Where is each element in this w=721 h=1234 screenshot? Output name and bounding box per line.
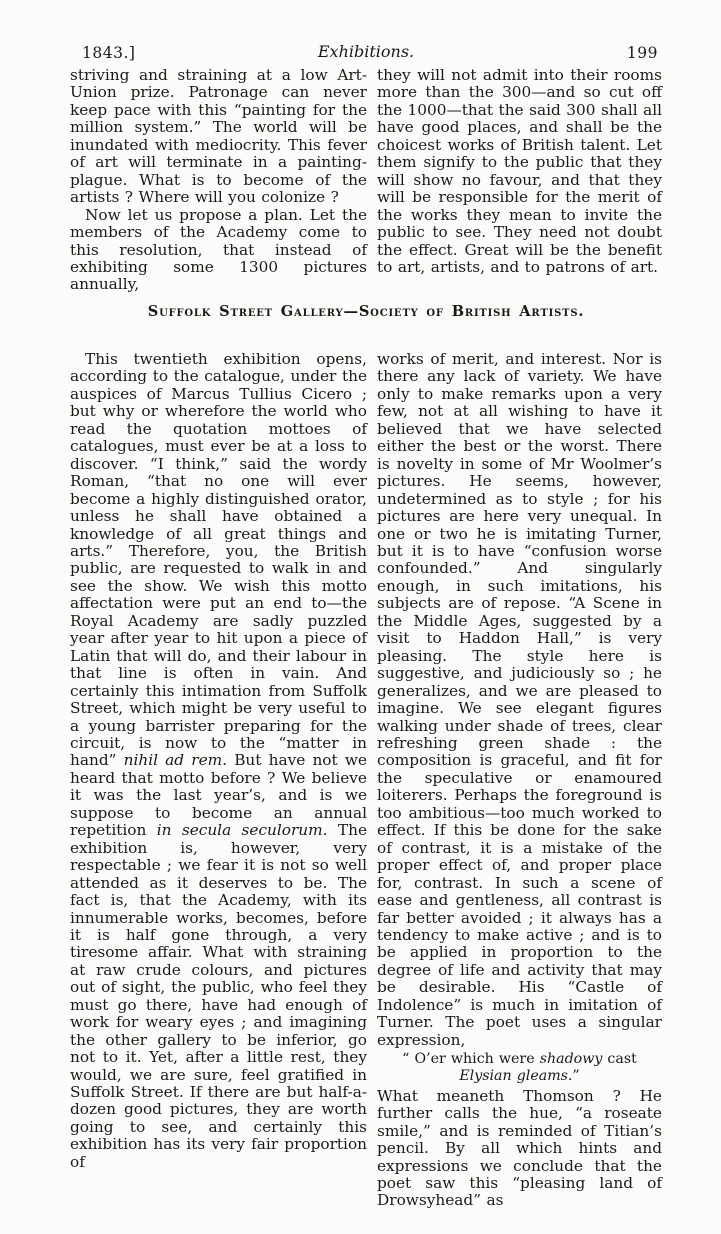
header-page-number: 199 <box>626 44 658 62</box>
paragraph: What meaneth Thomson ? He further calls the hue, “a roseate smile,” and is reminded of Titian’s pencil. By all which hints and expressions we conclude that the poet saw this “pleasing land of Drowsyhead” as <box>377 1086 662 1210</box>
left-column <box>70 67 367 294</box>
header-running-title: Exhibitions. <box>317 42 415 61</box>
right-column <box>377 67 662 294</box>
header-year: 1843.] <box>82 44 136 62</box>
left-column <box>70 351 367 1210</box>
page-header <box>70 44 662 64</box>
article-suffolk-street-gallery <box>70 351 662 1210</box>
right-column <box>377 351 662 1210</box>
section-heading: Suffolk Street Gallery—Society of British Artists. <box>147 303 585 320</box>
paragraph: works of merit, and interest. Nor is there any lack of variety. We have only to make remarks upon a very few, not at all wishing to have it believed that we have selected either the best or the worst. There is novelty in some of Mr Woolmer’s pictures. He seems, however, undetermined as to style ; for his pictures are here very unequal. In one or two he is imitating Turner, but it is to have “confusion worse confounded.” And singularly enough, in such imitations, his subjects are of repose. “A Scene in the Middle Ages, suggested by a visit to Haddon Hall,” is very pleasing. The style here is suggestive, and judiciously so ; he generalizes, and we are pleased to imagine. We see elegant figures walking under shade of trees, clear refreshing green shade : the composition is graceful, and fit for the speculative or enamoured loiterers. Perhaps the foreground is too ambitious—too much worked to effect. If this be done for the sake of contrast, it is a mistake of the proper effect of, and proper place for, contrast. In such a scene of ease and gentleness, all contrast is far better avoided ; it always has a tendency to make active ; and is to be applied in proportion to the degree of life and activity that may be desirable. His “Castle of Indolence” is much in imitation of Turner. The poet uses a singular expression, <box>377 350 662 1049</box>
paragraph: Now let us propose a plan. Let the members of the Academy come to this resolution, that instead of exhibiting some 1300 pictures annually, <box>70 205 367 294</box>
paragraph: striving and straining at a low Art-Union prize. Patronage can never keep pace with this “painting for the million system.” The world will be inundated with mediocrity. This fever of art will terminate in a painting-plague. What is to become of the artists ? Where will you colonize ? <box>70 66 367 207</box>
paragraph: This twentieth exhibition opens, according to the catalogue, under the auspices of Marcus Tullius Cicero ; but why or wherefore the world who read the quotation mottoes of catalogues, must ever be at a loss to discover. “I think,” said the wordy Roman, “that no one will ever become a highly distinguished orator, unless he shall have obtained a knowledge of all great things and arts.” Therefore, you, the British public, are requested to walk in and see the show. We wish this motto affectation were put an end to—the Royal Academy are sadly puzzled year after year to hit upon a piece of Latin that will do, and their labour in that line is often in vain. And certainly this intimation from Suffolk Street, which might be very useful to a young barrister preparing for the circuit, is now to the “matter in hand” nihil ad rem. But have not we heard that motto before ? We believe it was the last year’s, and is we suppose to become an annual repetition in secula seculorum. The exhibition is, however, very respectable ; we fear it is not so well attended as it deserves to be. The fact is, that the Academy, with its innumerable works, becomes, before it is half gone through, a very tiresome affair. What with straining at raw crude colours, and pictures out of sight, the public, who feel they must go there, have had enough of work for weary eyes ; and imagining the other gallery to be inferior, go not to it. Yet, after a little rest, they would, we are sure, feel gratified in Suffolk Street. If there are but half-a-dozen good pictures, they are worth going to see, and certainly this exhibition has its very fair proportion of <box>70 350 367 1171</box>
article-continuation <box>70 67 662 294</box>
paragraph: they will not admit into their rooms more than the 300—and so cut off the 1000—that the said 300 shall all have good places, and shall be the choicest works of British talent. Let them signify to the public that they will show no favour, and that they will be responsible for the merit of the works they mean to invite the public to see. They need not doubt the effect. Great will be the benefit to art, artists, and to patrons of art. <box>377 66 662 276</box>
verse-quote: “ O’er which were shadowy cast Elysian gleams.” <box>402 1051 637 1084</box>
